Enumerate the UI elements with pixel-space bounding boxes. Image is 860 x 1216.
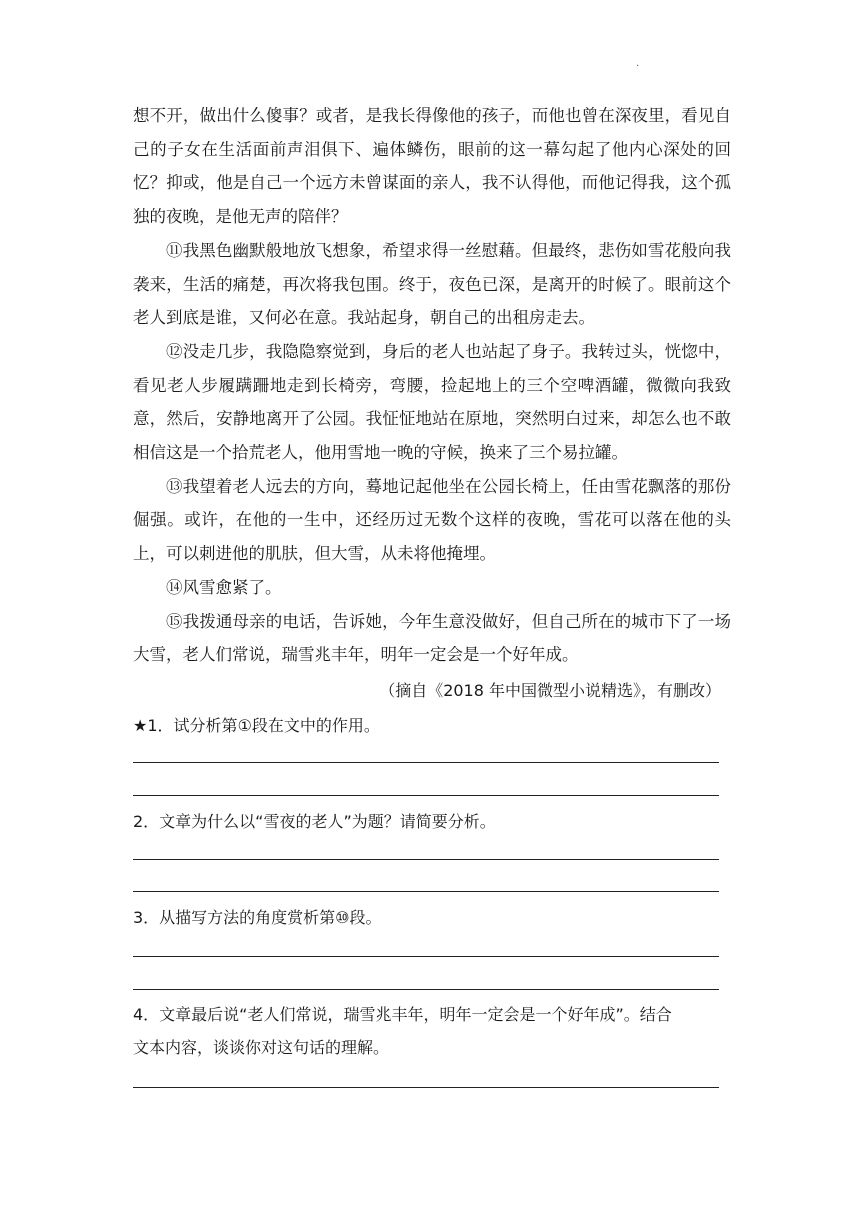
question-4-line-2: 文本内容，谈谈你对这句话的理解。 <box>133 1038 390 1057</box>
paragraph-continued: 想不开，做出什么傻事？或者，是我长得像他的孩子，而他也曾在深夜里，看见自己的子女在生活面前声泪俱下、遍体鳞伤，眼前的这一幕勾起了他内心深处的回忆？抑或，他是自己一个远方未曾谋面的亲人，我不认得他，而他记得我，这个孤独的夜晚，是他无声的陪伴？ <box>133 106 731 227</box>
answer-line-1a[interactable] <box>133 762 719 763</box>
answer-line-4a[interactable] <box>133 1087 719 1088</box>
answer-line-1b[interactable] <box>133 795 719 796</box>
paragraph-15: ⑮我拨通母亲的电话，告诉她，今年生意没做好，但自己所在的城市下了一场大雪，老人们常说，瑞雪兆丰年，明年一定会是一个好年成。 <box>133 611 731 665</box>
paragraph-11: ⑪我黑色幽默般地放飞想象，希望求得一丝慰藉。但最终，悲伤如雪花般向我袭来，生活的痛楚，再次将我包围。终于，夜色已深，是离开的时候了。眼前这个老人到底是谁，又何必在意。我站起身，朝自己的出租房走去。 <box>133 240 731 328</box>
paragraph-13: ⑬我望着老人远去的方向，蓦地记起他坐在公园长椅上，任由雪花飘落的那份倔强。或许，在他的一生中，还经历过无数个这样的夜晚，雪花可以落在他的头上，可以刺进他的肌肤，但大雪，从未将他掩埋。 <box>133 476 731 564</box>
question-3: 3．从描写方法的角度赏析第⑩段。 <box>133 908 382 927</box>
question-4-line-1: 4．文章最后说“老人们常说，瑞雪兆丰年，明年一定会是一个好年成”。结合 <box>133 1005 672 1024</box>
answer-line-2b[interactable] <box>133 891 719 892</box>
question-1: ★1．试分析第①段在文中的作用。 <box>133 716 380 735</box>
answer-line-3b[interactable] <box>133 989 719 990</box>
source-citation: （摘自《2018 年中国微型小说精选》，有删改） <box>379 681 721 700</box>
header-dot: . <box>636 58 640 69</box>
story-passage <box>133 99 731 672</box>
answer-line-2a[interactable] <box>133 859 719 860</box>
answer-line-3a[interactable] <box>133 956 719 957</box>
question-2: 2．文章为什么以“雪夜的老人”为题？请简要分析。 <box>133 812 496 831</box>
paragraph-12: ⑫没走几步，我隐隐察觉到，身后的老人也站起了身子。我转过头，恍惚中，看见老人步履蹒跚地走到长椅旁，弯腰，捡起地上的三个空啤酒罐，微微向我致意，然后，安静地离开了公园。我怔怔地站在原地，突然明白过来，却怎么也不敢相信这是一个拾荒老人，他用雪地一晚的守候，换来了三个易拉罐。 <box>133 341 731 463</box>
paragraph-14: ⑭风雪愈紧了。 <box>166 577 282 597</box>
